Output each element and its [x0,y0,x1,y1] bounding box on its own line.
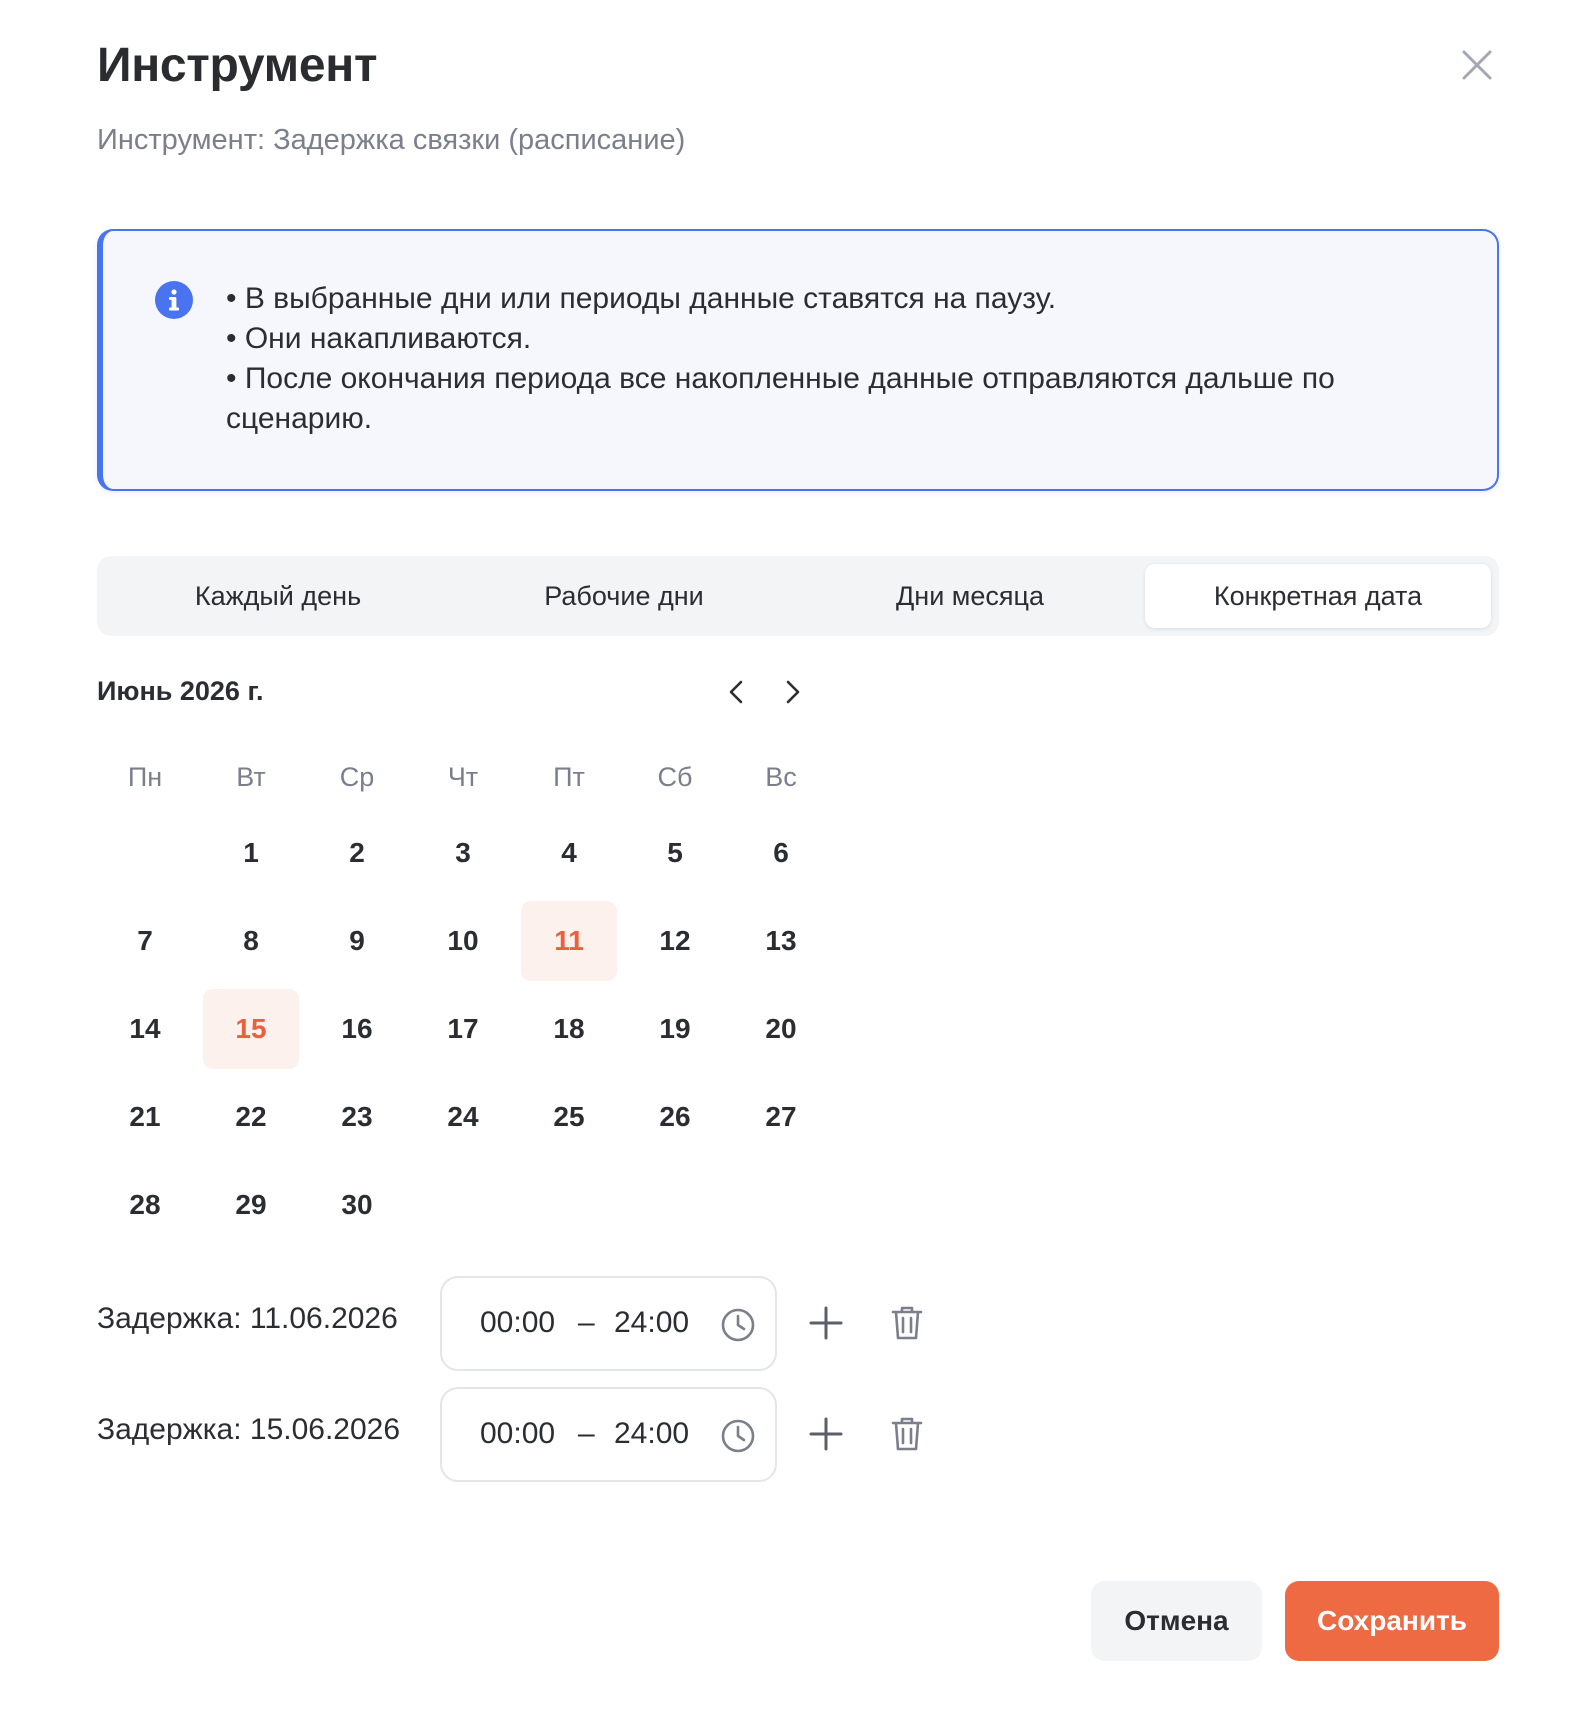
info-line: • После окончания периода все накопленные данные отправляются дальше по сценарию. [226,362,1335,435]
calendar-day[interactable]: 19 [659,1013,691,1044]
tab-specific-date[interactable]: Конкретная дата [1145,564,1491,628]
clock-icon[interactable] [720,1418,756,1454]
calendar-day[interactable]: 16 [341,1013,373,1044]
info-banner [97,229,1499,491]
calendar-day[interactable]: 24 [447,1101,479,1132]
weekday-label: Пн [127,762,163,792]
calendar-day[interactable]: 2 [349,837,365,868]
tab-month-days[interactable]: Дни месяца [896,580,1044,611]
calendar-day[interactable]: 18 [553,1013,585,1044]
weekday-label: Вс [765,762,797,792]
calendar-day[interactable]: 29 [235,1189,267,1220]
calendar-day[interactable]: 14 [129,1013,161,1044]
weekday-label: Пт [553,762,585,792]
close-icon[interactable] [1458,46,1496,84]
time-start[interactable]: 00:00 [480,1306,556,1339]
calendar-day[interactable]: 7 [137,925,153,956]
tab-every-day[interactable]: Каждый день [194,580,362,611]
calendar-day[interactable]: 11 [521,901,617,981]
calendar-day[interactable]: 9 [349,925,365,956]
delay-label: Задержка: 15.06.2026 [97,1413,401,1446]
calendar-day[interactable]: 3 [455,837,471,868]
info-line: • В выбранные дни или периоды данные ставятся на паузу. [226,282,1057,315]
calendar-day[interactable]: 21 [129,1101,161,1132]
calendar-month-label: Июнь 2026 г. [97,676,264,706]
weekday-label: Чт [447,762,479,792]
schedule-type-tabs [97,556,1499,636]
time-end[interactable]: 24:00 [614,1306,690,1339]
trash-icon[interactable] [890,1304,924,1342]
calendar-day[interactable]: 12 [659,925,691,956]
calendar-day[interactable]: 28 [129,1189,161,1220]
calendar-day[interactable]: 8 [243,925,259,956]
calendar-day[interactable]: 13 [765,925,797,956]
info-line: • Они накапливаются. [226,322,532,355]
weekday-label: Ср [339,762,375,792]
dialog-subtitle: Инструмент: Задержка связки (расписание) [97,124,686,156]
save-button[interactable]: Сохранить [1285,1581,1499,1661]
tab-work-days[interactable]: Рабочие дни [544,580,704,611]
calendar-day[interactable]: 15 [203,989,299,1069]
info-icon [154,280,194,320]
add-icon[interactable] [807,1304,845,1342]
time-range-input[interactable] [440,1276,777,1371]
add-icon[interactable] [807,1415,845,1453]
info-text [226,279,1456,439]
weekday-label: Сб [657,762,693,792]
time-end[interactable]: 24:00 [614,1417,690,1450]
calendar-day[interactable]: 26 [659,1101,691,1132]
chevron-left-icon[interactable] [721,676,753,708]
calendar-day[interactable]: 17 [447,1013,479,1044]
calendar-day[interactable]: 5 [667,837,683,868]
calendar-day[interactable]: 10 [447,925,479,956]
delay-label: Задержка: 11.06.2026 [97,1302,398,1335]
calendar-day[interactable]: 1 [243,837,259,868]
time-start[interactable]: 00:00 [480,1417,556,1450]
calendar-day[interactable]: 20 [765,1013,797,1044]
weekday-label: Вт [236,762,266,792]
calendar-day[interactable]: 25 [553,1101,585,1132]
calendar-day[interactable]: 23 [341,1101,373,1132]
time-separator: – [578,1417,595,1450]
clock-icon[interactable] [720,1307,756,1343]
chevron-right-icon[interactable] [776,676,808,708]
calendar-day[interactable]: 6 [773,837,789,868]
cancel-button[interactable]: Отмена [1091,1581,1262,1661]
time-range-input[interactable] [440,1387,777,1482]
calendar-day[interactable]: 4 [561,837,577,868]
time-separator: – [578,1306,595,1339]
calendar-day[interactable]: 27 [765,1101,797,1132]
trash-icon[interactable] [890,1415,924,1453]
calendar-day[interactable]: 22 [235,1101,267,1132]
calendar-day[interactable]: 30 [341,1189,373,1220]
dialog-title: Инструмент [97,39,378,92]
